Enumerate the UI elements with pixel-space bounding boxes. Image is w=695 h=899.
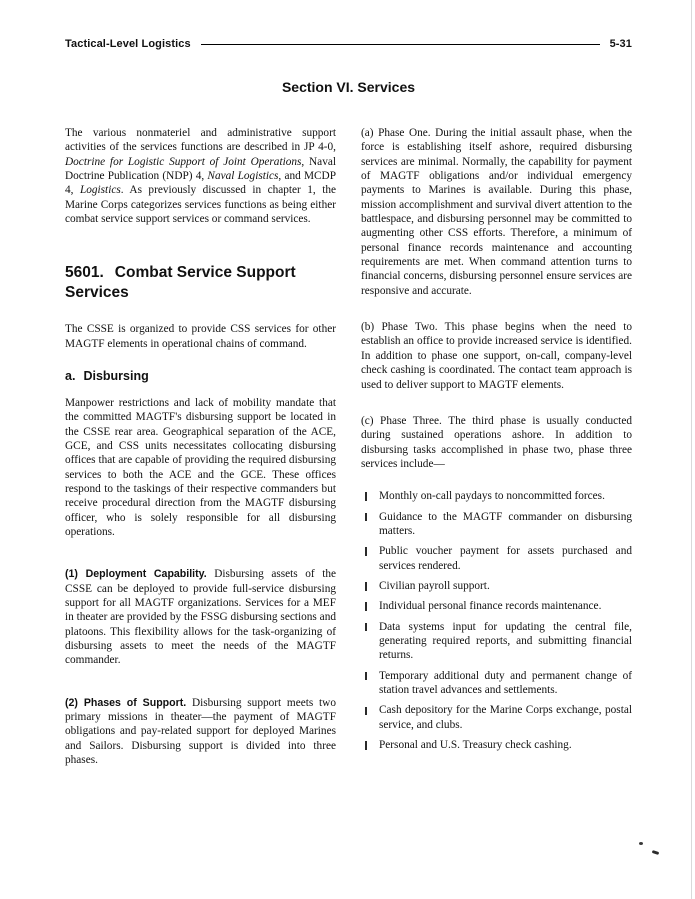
scan-artifact — [639, 842, 643, 845]
list-item-text: Guidance to the MAGTF commander on disbursing matters. — [379, 510, 632, 537]
list-item — [362, 579, 632, 593]
bullet-icon — [365, 602, 367, 611]
paragraph-phases-of-support — [65, 696, 336, 768]
bullet-icon — [365, 513, 367, 522]
text-run: , Naval Doctrine Publication (NDP) 4, — [65, 155, 336, 183]
list-item-text: Civilian payroll support. — [379, 579, 490, 592]
paragraph-intro — [65, 126, 336, 226]
subheading-text: Disbursing — [83, 369, 149, 384]
text-run: The various nonmateriel and administrative support activities of the services functions are described in JP 4-0, — [65, 127, 336, 154]
heading-text: Combat Service Support Services — [65, 264, 296, 301]
paragraph-phase-one: (a) Phase One. During the initial assault phase, when the force is establishing itself ashore, required disbursing services are minimal. Normally, the capability for payment of MAGTF obligations and/or individual emergency payments to Marines is available. During this phase, mission accomplishment and survival divert attention to the battlespace, and disbursing personnel may be committed to augmenting other CSS efforts. Therefore, a minimum of personal finance records maintenance and accounting requirements are met. When command attention turns to financial concerns, disbursing personnel ensure services are responsive and accurate. — [361, 127, 632, 297]
list-item-text: Personal and U.S. Treasury check cashing. — [379, 739, 572, 752]
bullet-icon — [365, 707, 367, 716]
list-item — [362, 669, 632, 698]
heading-5601 — [65, 263, 336, 302]
list-item — [362, 510, 632, 539]
text-run: . As previously discussed in chapter 1, the Marine Corps categorizes services functions as being either combat service support services or command services. — [65, 184, 336, 226]
bullet-icon — [365, 582, 367, 591]
list-item-text: Temporary additional duty and permanent change of station travel advances and settlements. — [379, 669, 632, 696]
bullet-icon — [365, 492, 367, 501]
paragraph-phase-three: (c) Phase Three. The third phase is usually conducted during sustained operations ashore. In addition to disbursing tasks accomplished in phase two, phase three services include— — [361, 414, 632, 470]
list-item-text: Data systems input for updating the central file, generating required reports, and submitting financial returns. — [379, 620, 632, 662]
run-in-heading: (1) Deployment Capability. — [65, 568, 207, 581]
header-title: Tactical-Level Logistics — [65, 38, 191, 50]
text-run: , and MCDP 4, — [65, 170, 336, 197]
paragraph-deployment-capability — [65, 567, 336, 667]
bullet-icon — [365, 672, 367, 681]
page-header — [65, 38, 632, 50]
text-run: Disbursing assets of the CSSE can be deployed to provide full-service disbursing support for all MAGTF organizations. Services for a MEF in theater are provided by the FSSG disbursing sections and platoons. This flexibility allows for the task-organizing of disbursing assets to meet the needs of the MAGTF commander. — [65, 568, 337, 667]
text-run-italic: Naval Logistics — [207, 170, 279, 183]
left-column — [65, 126, 336, 768]
paragraph-csse: The CSSE is organized to provide CSS services for other MAGTF elements in operational chains of command. — [65, 323, 336, 350]
scan-edge-shadow — [691, 0, 692, 899]
right-column — [361, 126, 632, 768]
list-item-text: Individual personal finance records maintenance. — [379, 600, 602, 613]
subheading-letter: a. — [65, 369, 76, 384]
subheading-disbursing — [65, 369, 336, 383]
text-run-italic: Doctrine for Logistic Support of Joint Operations — [65, 155, 302, 168]
list-item — [362, 738, 632, 752]
bullet-icon — [365, 741, 367, 750]
list-item-text: Cash depository for the Marine Corps exchange, postal service, and clubs. — [379, 704, 632, 731]
run-in-heading: (2) Phases of Support. — [65, 696, 187, 709]
scan-artifact — [652, 850, 660, 855]
bullet-icon — [365, 547, 367, 556]
list-item — [362, 544, 632, 573]
list-item — [362, 599, 632, 613]
paragraph-phase-two: (b) Phase Two. This phase begins when the need to establish an office to provide increased service is identified. In addition to phase one support, on-call, company-level check cashing is coordinated. The contact team approach is used to deliver support to MAGTF elements. — [361, 321, 632, 391]
phase-three-service-list — [362, 489, 632, 752]
paragraph-manpower: Manpower restrictions and lack of mobility mandate that the committed MAGTF's disbursing support be located in the CSSE rear area. Geographical separation of the ACE, GCE, and CSS units necessitates collocating disbursing offices that are capable of providing the required disbursing services to both the ACE and the GCE. These offices respond to the taskings of their respective commanders but receive procedural direction from the MAGTF disbursing officer, who is solely responsible for all disbursing operations. — [65, 396, 336, 539]
list-item — [362, 620, 632, 663]
list-item — [362, 489, 632, 503]
section-title: Section VI. Services — [281, 79, 416, 95]
text-run: Disbursing support meets two primary missions in theater—the payment of MAGTF obligations and pay-related support for deployed Marines and Sailors. Disbursing support is divided into three phases. — [65, 696, 336, 767]
list-item-text: Public voucher payment for assets purchased and services rendered. — [379, 545, 632, 572]
page-number: 5-31 — [609, 38, 632, 50]
bullet-icon — [365, 623, 367, 632]
text-run-italic: Logistics — [79, 184, 121, 197]
list-item — [362, 703, 632, 732]
list-item-text: Monthly on-call paydays to noncommitted forces. — [379, 490, 605, 503]
heading-number: 5601. — [65, 264, 104, 282]
header-rule — [201, 44, 600, 45]
two-column-body — [65, 126, 632, 768]
